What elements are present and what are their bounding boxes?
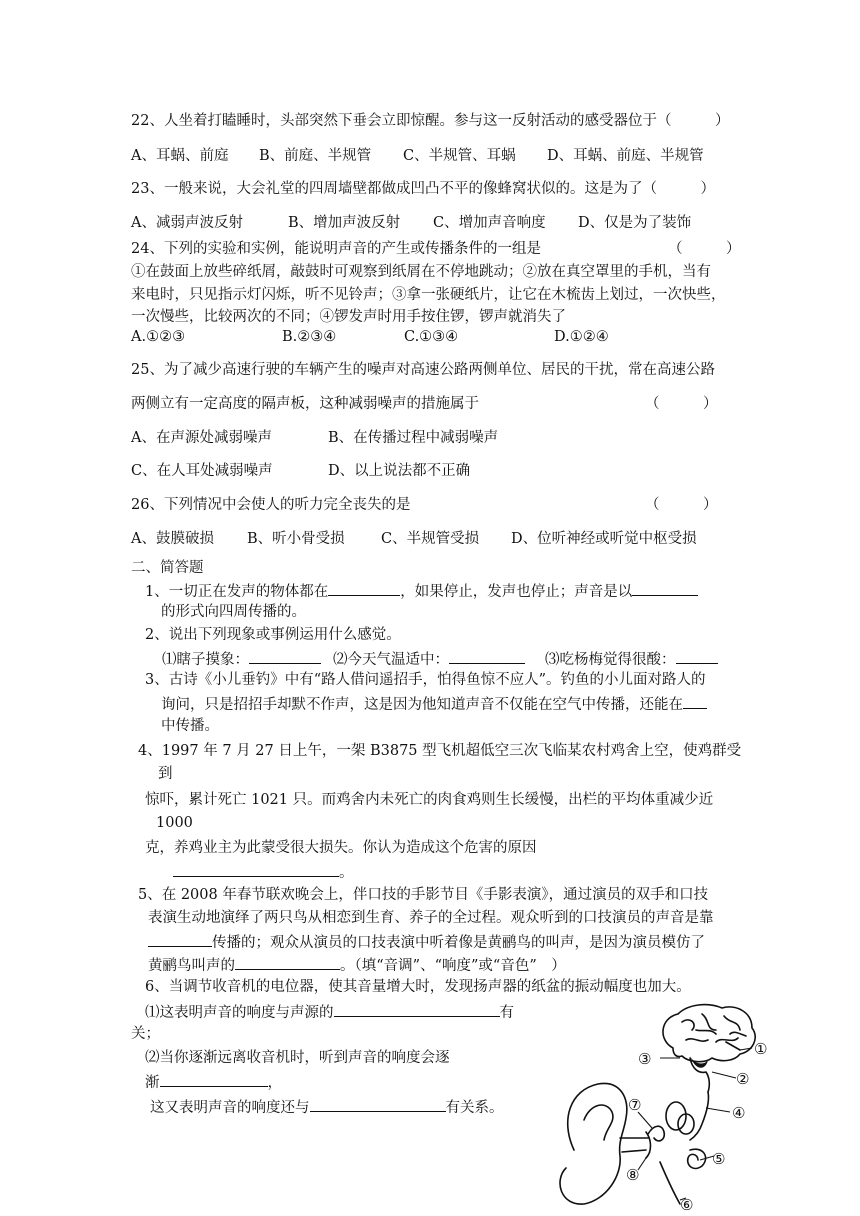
q24-option-c: C.①③④ [404,329,459,345]
s1-blank-2[interactable] [632,580,698,596]
label-3: ③ [638,1050,652,1068]
s1-blank-1[interactable] [328,580,400,596]
s2-item-2-label: ⑵今天气温适中： [333,652,449,668]
label-5: ⑤ [712,1150,726,1168]
s1-text-a: 1、一切正在发声的物体都在 [145,584,329,600]
q26-option-d: D、位听神经或听觉中枢受损 [511,531,697,547]
s6-item-3-text: 这又表明声音的响度还与 [150,1100,310,1116]
s5-line-3 [148,931,705,953]
s6-blank-1[interactable] [334,1001,500,1017]
q24-answer-paren: （ ） [668,241,741,257]
q25-stem-line-2: 两侧立有一定高度的隔声板，这种减弱噪声的措施属于 [131,396,479,412]
ossicles [648,1126,664,1141]
brain-folds [682,1014,746,1042]
eustachian-tube [660,1162,680,1204]
label-8: ⑧ [626,1166,640,1184]
s4-blank[interactable] [173,861,339,877]
s4-line-2: 惊吓，累计死亡 1021 只。而鸡舍内未死亡的肉食鸡则生长缓慢，出栏的平均体重减少近 [145,792,714,808]
q23-option-b: B、增加声波反射 [288,215,401,231]
q25-option-c: C、在人耳处减弱噪声 [131,463,273,479]
q23-stem: 23、一般来说，大会礼堂的四周墙壁都做成凹凸不平的像蜂窝状似的。这是为了（ ） [131,181,715,197]
q25-stem-line-1: 25、为了减少高速行驶的车辆产生的噪声对高速公路两侧单位、居民的干扰，常在高速公路 [131,362,715,378]
q25-answer-paren: （ ） [645,396,718,412]
s6-item-2: ⑵当你逐渐远离收音机时，听到声音的响度会逐 [145,1050,450,1066]
s1-line-2: 的形式向四周传播的。 [161,604,306,620]
semicircular-canal-1 [666,1102,686,1130]
s2-item-2 [333,648,525,670]
label-1: ① [754,1040,768,1058]
s5-line-4 [148,954,566,976]
s6-item-3 [150,1096,504,1118]
s6-item-1-text: ⑴这表明声音的响度与声源的 [145,1005,334,1021]
q22-option-b: B、前庭、半规管 [259,148,372,164]
s4-line-3: 克，养鸡业主为此蒙受很大损失。你认为造成这个危害的原因 [145,840,537,856]
q25-option-d: D、以上说法都不正确 [328,463,471,479]
s2-item-3 [545,648,718,670]
brain-arrow [726,1042,740,1050]
s5-line-1: 5、在 2008 年春节联欢晚会上，伴口技的手影节目《手影表演》，通过演员的双手和口技 [138,887,709,903]
label-2: ② [736,1070,750,1088]
outer-ear-inner [584,1105,613,1140]
q26-option-a: A、鼓膜破损 [131,531,214,547]
q24-body-line-2: 来电时，只见指示灯闪烁，听不见铃声；③拿一张硬纸片，让它在木梳齿上划过，一次快些， [131,287,726,303]
s4-line-4 [173,861,354,883]
s2-item-3-label: ⑶吃杨梅觉得很酸： [545,652,676,668]
s5-blank-2[interactable] [235,954,340,970]
outer-ear [560,1083,627,1204]
s3-line-2 [161,693,707,715]
q22-option-c: C、半规管、耳蜗 [403,148,516,164]
s2-blank-3[interactable] [676,648,718,664]
s5-text-d2: 。（填“音调”、“响度”或“音色” ） [340,958,566,974]
s3-line-1: 3、古诗《小儿垂钓》中有“路人借问遥招手，怕得鱼惊不应人”。钓鱼的小儿面对路人的 [145,672,706,688]
s2-blank-2[interactable] [449,648,525,664]
s1-text-b: ，如果停止，发声也停止；声音是以 [400,584,633,600]
s4-line-2-wrap: 1000 [156,815,193,831]
s6-line-1: 6、当调节收音机的电位器，使其音量增大时，发现扬声器的纸盆的振动幅度也加大。 [145,979,691,995]
s2-stem: 2、说出下列现象或事例运用什么感觉。 [145,627,401,643]
q23-option-a: A、减弱声波反射 [131,215,243,231]
s6-blank-2[interactable] [160,1071,268,1087]
s4-text-d: 。 [339,865,354,881]
s6-blank-3[interactable] [310,1096,446,1112]
q26-option-b: B、听小骨受损 [247,531,345,547]
q24-option-d: D.①②④ [554,329,609,345]
section2-title: 二、简答题 [131,560,204,576]
q24-option-b: B.②③④ [282,329,337,345]
q26-stem: 26、下列情况中会使人的听力完全丧失的是 [131,497,411,513]
q25-option-a: A、在声源处减弱噪声 [131,430,272,446]
q24-body-line-1: ①在鼓面上放些碎纸屑，敲鼓时可观察到纸屑在不停地跳动；②放在真空罩里的手机，当有 [131,264,711,280]
auditory-nerve [690,1092,709,1140]
s5-text-d1: 黄鹂鸟叫声的 [148,958,235,974]
q25-option-b: B、在传播过程中减弱噪声 [328,430,499,446]
s6-item-1-tail: 有 [499,1005,514,1021]
s6-item-1 [145,1001,514,1023]
s6-item-1-wrap: 关； [131,1026,160,1042]
q26-option-c: C、半规管受损 [381,531,480,547]
s5-blank-1[interactable] [148,931,212,947]
q22-stem: 22、人坐着打瞌睡时，头部突然下垂会立即惊醒。参与这一反射活动的感受器位于（ ） [131,113,730,129]
s6-item-2-text: 渐 [145,1075,160,1091]
q24-option-a: A.①②③ [131,329,186,345]
label-4: ④ [732,1104,746,1122]
label-7: ⑦ [628,1096,642,1114]
s6-item-2-wrap [145,1071,282,1093]
s4-line-1-wrap: 到 [158,766,173,782]
q22-option-a: A、耳蜗、前庭 [131,148,229,164]
q22-option-d: D、耳蜗、前庭、半规管 [547,148,704,164]
s1-line-1 [145,580,698,602]
brain-outline [663,1005,755,1062]
s5-line-2: 表演生动地演绎了两只鸟从相恋到生育、养子的全过程。观众听到的口技演员的声音是靠 [148,910,714,926]
q23-option-d: D、仅是为了装饰 [578,215,692,231]
q26-answer-paren: （ ） [645,497,718,513]
s5-text-c: 传播的；观众从演员的口技表演中听着像是黄鹂鸟的叫声，是因为演员模仿了 [212,935,705,951]
s3-text-b: 询问，只是招招手却默不作声，这是因为他知道声音不仅能在空气中传播，还能在 [161,697,683,713]
ear-canal [620,1138,648,1152]
ear-brain-diagram [540,1000,790,1212]
s4-line-1: 4、1997 年 7 月 27 日上午，一架 B3875 型飞机超低空三次飞临某农村鸡舍上空，使鸡群受 [138,743,742,759]
s6-item-2-tail: ， [267,1075,282,1091]
s6-item-3-tail: 有关系。 [445,1100,504,1116]
s2-item-1 [162,648,321,670]
s2-item-1-label: ⑴瞎子摸象： [162,652,249,668]
q23-option-c: C、增加声音响度 [433,215,546,231]
s3-blank[interactable] [683,693,707,709]
s3-line-3: 中传播。 [161,718,219,734]
q24-body-line-3: 一次慢些，比较两次的不同；④锣发声时用手按住锣，锣声就消失了 [131,309,566,325]
q24-stem: 24、下列的实验和实例，能说明声音的产生或传播条件的一组是 [131,241,541,257]
label-6: ⑥ [680,1196,694,1212]
s2-blank-1[interactable] [249,648,321,664]
